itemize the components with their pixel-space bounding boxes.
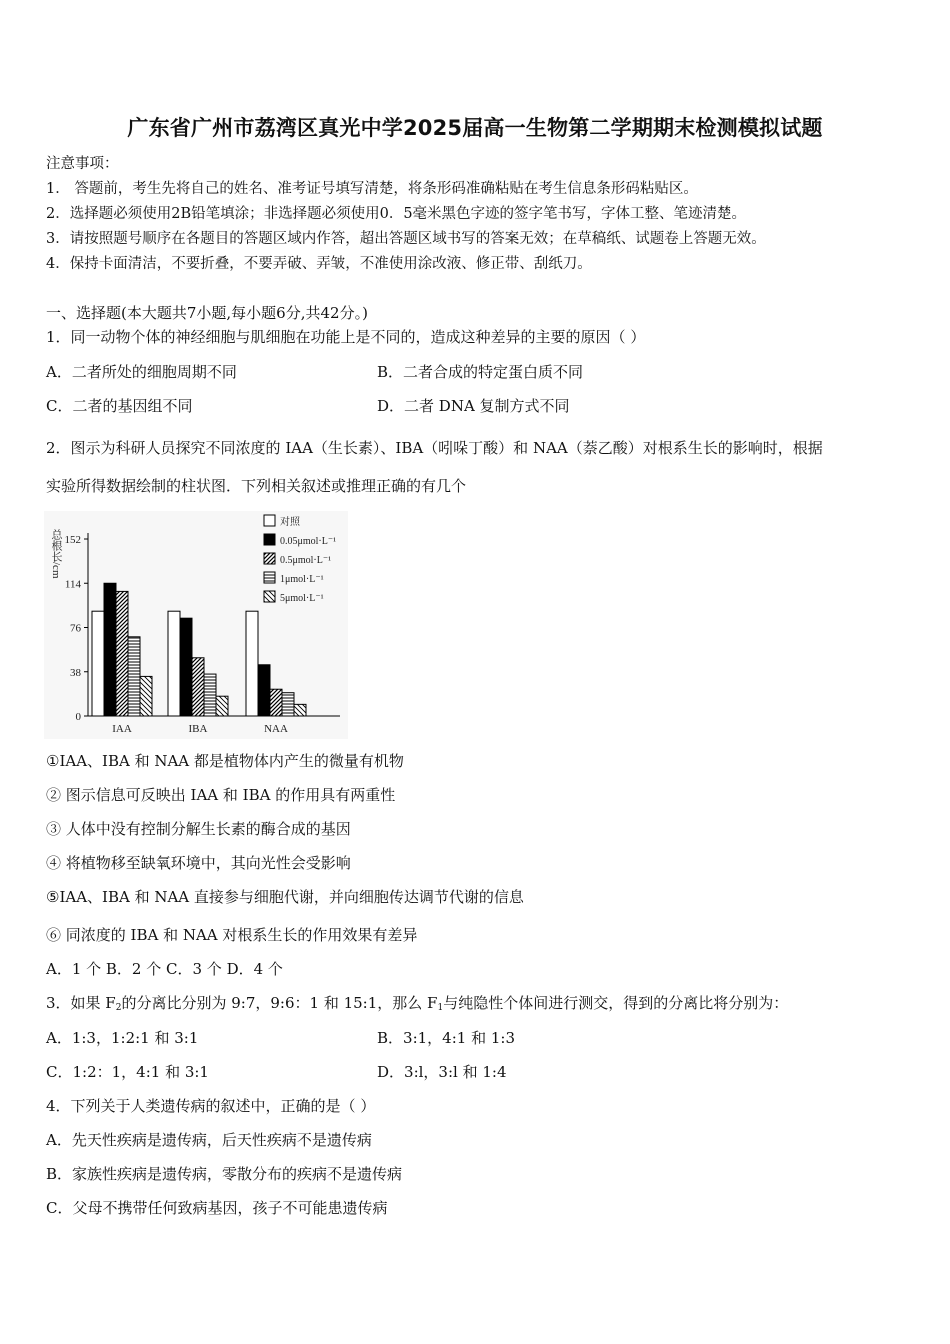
question-1-option-a: A．二者所处的细胞周期不同 <box>46 363 237 381</box>
statement-2: ② 图示信息可反映出 IAA 和 IBA 的作用具有两重性 <box>46 786 396 804</box>
bar <box>192 658 204 716</box>
y-tick-label: 114 <box>64 578 81 591</box>
question-4-option-b: B．家族性疾病是遗传病，零散分布的疾病不是遗传病 <box>46 1165 403 1183</box>
question-3-stem-part: 的分离比分别为 9:7，9:6：1 和 15:1，那么 F <box>121 994 438 1012</box>
legend-swatch <box>264 572 275 583</box>
legend-label: 5μmol·L⁻¹ <box>280 593 324 604</box>
legend-label: 0.5μmol·L⁻¹ <box>280 555 332 566</box>
question-3-option-a: A．1:3，1:2:1 和 3:1 <box>46 1029 199 1047</box>
question-3-option-c: C．1:2：1，4:1 和 3:1 <box>46 1063 209 1081</box>
question-4-option-a: A．先天性疾病是遗传病，后天性疾病不是遗传病 <box>46 1131 372 1149</box>
legend-label: 对照 <box>280 517 300 528</box>
section-heading: 一、选择题(本大题共7小题,每小题6分,共42分。) <box>46 304 368 322</box>
x-category-label: IBA <box>188 723 208 735</box>
statement-6: ⑥ 同浓度的 IBA 和 NAA 对根系生长的作用效果有差异 <box>46 926 418 944</box>
question-2-stem: 2．图示为科研人员探究不同浓度的 IAA（生长素）、IBA（吲哚丁酸）和 NAA（萘乙酸）对根系生长的影响时，根据 <box>46 439 823 457</box>
question-3-option-b: B．3:1，4:1 和 1:3 <box>377 1029 515 1047</box>
bar <box>216 696 228 716</box>
question-1-option-c: C．二者的基因组不同 <box>46 397 193 415</box>
legend-swatch <box>264 534 275 545</box>
question-1-option-d: D．二者 DNA 复制方式不同 <box>377 397 570 415</box>
notice-item: 3．请按照题号顺序在各题目的答题区域内作答，超出答题区域书写的答案无效；在草稿纸、试题卷上答题无效。 <box>46 231 766 247</box>
x-category-label: NAA <box>264 723 288 735</box>
question-4-option-c: C．父母不携带任何致病基因，孩子不可能患遗传病 <box>46 1199 388 1217</box>
y-tick-label: 38 <box>70 666 81 679</box>
notice-heading: 注意事项： <box>46 156 119 172</box>
legend-swatch <box>264 553 275 564</box>
question-3-stem-part: 3．如果 F <box>46 994 116 1012</box>
legend-label: 1μmol·L⁻¹ <box>280 574 324 585</box>
statement-5: ⑤IAA、IBA 和 NAA 直接参与细胞代谢，并向细胞传达调节代谢的信息 <box>46 888 524 906</box>
question-4-stem: 4．下列关于人类遗传病的叙述中，正确的是（ ） <box>46 1097 376 1115</box>
bar <box>180 618 192 716</box>
subscript: 2 <box>115 1003 122 1013</box>
legend-swatch <box>264 515 275 526</box>
question-1-stem: 1．同一动物个体的神经细胞与肌细胞在功能上是不同的，造成这种差异的主要的原因（ ） <box>46 328 646 346</box>
y-tick-label: 76 <box>70 622 81 635</box>
bar <box>258 665 270 716</box>
statement-4: ④ 将植物移至缺氧环境中，其向光性会受影响 <box>46 854 351 872</box>
question-2-options: A．1 个 B．2 个 C．3 个 D．4 个 <box>46 960 283 978</box>
subscript: 1 <box>437 1003 444 1013</box>
y-tick-label: 0 <box>75 711 81 723</box>
bar <box>140 676 152 716</box>
bar <box>282 693 294 716</box>
notice-item: 4．保持卡面清洁，不要折叠，不要弄破、弄皱，不准使用涂改液、修正带、刮纸刀。 <box>46 256 592 272</box>
question-3-stem <box>46 992 788 1013</box>
bar <box>294 704 306 716</box>
question-1-option-b: B．二者合成的特定蛋白质不同 <box>377 363 584 381</box>
bar <box>128 637 140 716</box>
notice-item: 1． 答题前，考生先将自己的姓名、准考证号填写清楚，将条形码准确粘贴在考生信息条形码粘贴区。 <box>46 181 698 197</box>
question-3-option-d: D．3:l，3:l 和 1:4 <box>377 1063 507 1081</box>
notice-item: 2．选择题必须使用2B铅笔填涂；非选择题必须使用0．5毫米黑色字迹的签字笔书写，字体工整、笔迹清楚。 <box>46 206 747 222</box>
x-category-label: IAA <box>112 723 132 735</box>
page-title: 广东省广州市荔湾区真光中学2025届高一生物第二学期期末检测模拟试题 <box>127 116 823 140</box>
bar <box>270 689 282 716</box>
bar <box>204 674 216 716</box>
bar <box>116 591 128 716</box>
y-axis-label: 总根长/cm <box>50 529 62 579</box>
legend-swatch <box>264 591 275 602</box>
bar <box>92 611 104 716</box>
y-tick-label: 152 <box>64 534 81 546</box>
statement-1: ①IAA、IBA 和 NAA 都是植物体内产生的微量有机物 <box>46 752 404 770</box>
root-length-bar-chart <box>44 511 348 739</box>
legend-label: 0.05μmol·L⁻¹ <box>280 536 337 547</box>
bar <box>104 583 116 716</box>
bar <box>168 611 180 716</box>
question-2-stem-continued: 实验所得数据绘制的柱状图．下列相关叙述或推理正确的有几个 <box>46 477 467 495</box>
question-3-stem-part: 与纯隐性个体间进行测交，得到的分离比将分别为： <box>443 994 789 1012</box>
bar <box>246 611 258 716</box>
statement-3: ③ 人体中没有控制分解生长素的酶合成的基因 <box>46 820 351 838</box>
